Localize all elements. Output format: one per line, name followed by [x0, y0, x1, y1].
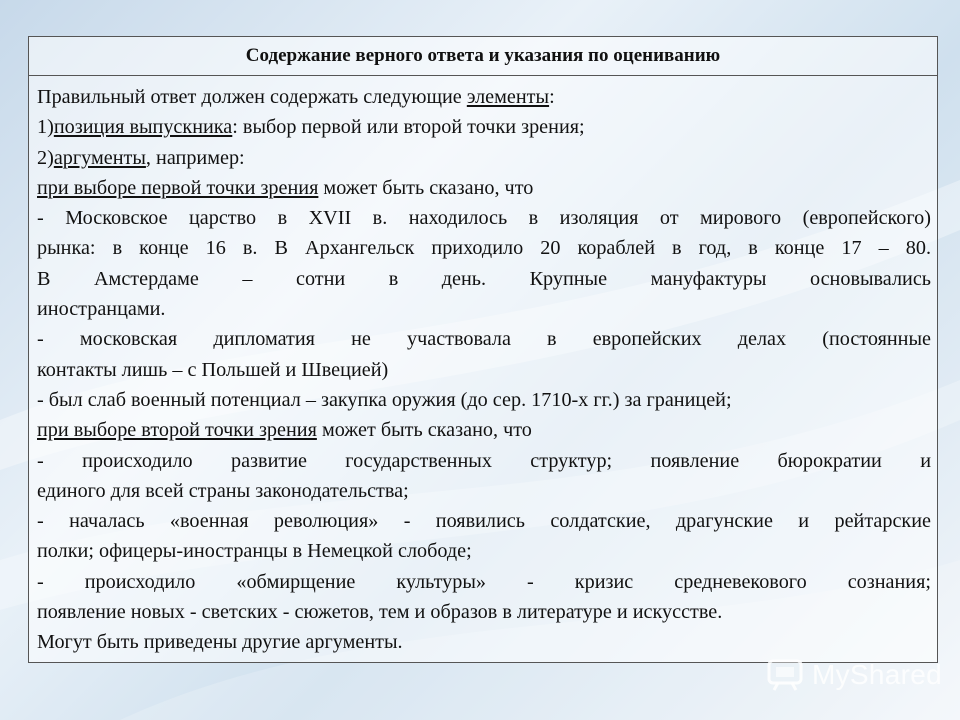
presentation-icon: [766, 658, 804, 692]
point-2: 2)аргументы, например:: [37, 146, 245, 169]
table-body: [29, 76, 937, 662]
argument-line: появление новых - светских - сюжетов, тем и образов в литературе и искусстве.: [37, 601, 723, 624]
myshared-logo: [766, 655, 942, 695]
argument-line: рынка: в конце 16 в. В Архангельск приходило 20 кораблей в год, в конце 17 – 80.: [37, 237, 931, 260]
second-viewpoint-heading: при выборе второй точки зрения может быть сказано, что: [37, 419, 532, 442]
argument-line: В Амстердаме – сотни в день. Крупные мануфактуры основывались: [37, 267, 931, 290]
argument-line: полки; офицеры-иностранцы в Немецкой слободе;: [37, 540, 472, 563]
argument-line: - происходило развитие государственных структур; появление бюрократии и: [37, 449, 931, 472]
logo-text: MyShared: [812, 659, 943, 690]
table-header: Содержание верного ответа и указания по оцениванию: [29, 37, 937, 76]
point-1: 1)позиция выпускника: выбор первой или второй точки зрения;: [37, 116, 585, 139]
argument-line: единого для всей страны законодательства;: [37, 479, 409, 502]
argument-line: - московская дипломатия не участвовала в европейских делах (постоянные: [37, 328, 931, 351]
argument-line: - происходило «обмирщение культуры» - кризис средневекового сознания;: [37, 570, 931, 593]
argument-line: контакты лишь – с Польшей и Швецией): [37, 358, 389, 381]
closing-line: Могут быть приведены другие аргументы.: [37, 631, 403, 654]
argument-line: - Московское царство в XVII в. находилось в изоляция от мирового (европейского): [37, 207, 931, 230]
intro-line: Правильный ответ должен содержать следующие элементы:: [37, 86, 555, 108]
answer-table: [28, 36, 938, 663]
argument-line: - был слаб военный потенциал – закупка оружия (до сер. 1710-х гг.) за границей;: [37, 388, 732, 411]
argument-line: иностранцами.: [37, 298, 166, 321]
first-viewpoint-heading: при выборе первой точки зрения может быть сказано, что: [37, 176, 534, 199]
argument-line: - началась «военная революция» - появились солдатские, драгунские и рейтарские: [37, 510, 931, 533]
